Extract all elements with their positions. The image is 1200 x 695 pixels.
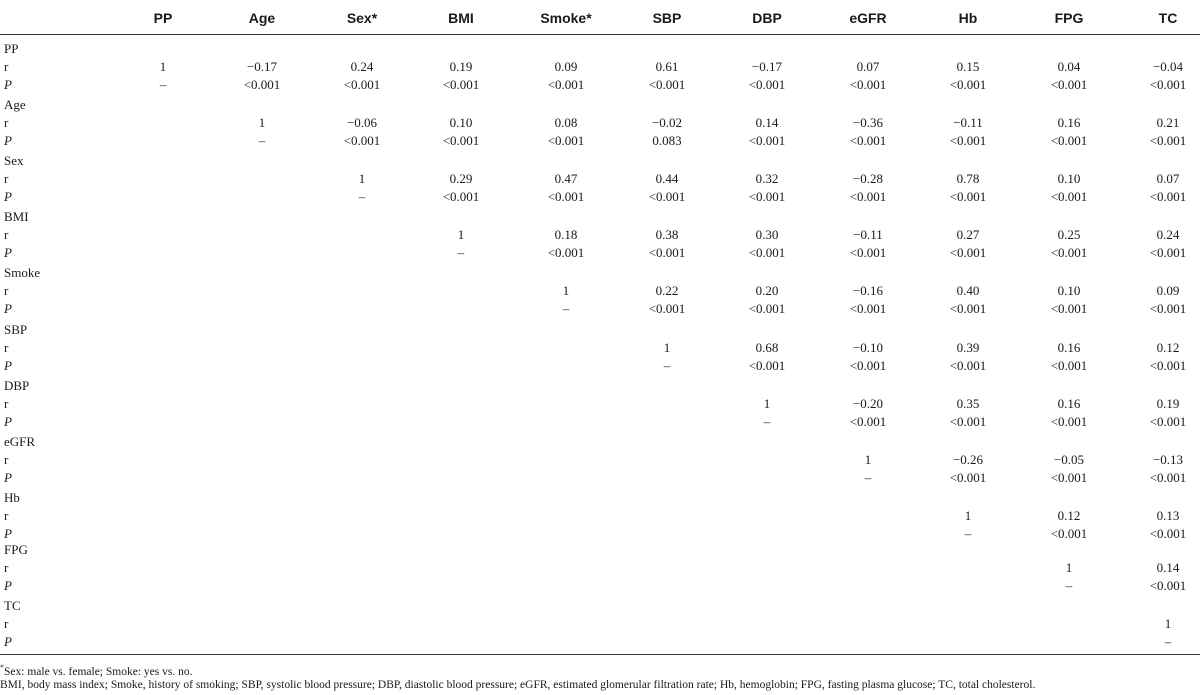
r-value-cell: 1 — [457, 227, 465, 242]
r-value-cell: 0.27 — [956, 227, 980, 242]
r-value-cell: 0.21 — [1156, 115, 1180, 130]
r-value-cell: 0.15 — [956, 59, 980, 74]
p-value-cell: <0.001 — [1050, 77, 1088, 92]
r-value-cell: −0.20 — [852, 396, 884, 411]
p-value-cell: <0.001 — [849, 245, 887, 260]
p-value-cell: <0.001 — [1050, 301, 1088, 316]
r-value-cell: 0.16 — [1057, 340, 1081, 355]
r-value-cell: 0.47 — [554, 171, 578, 186]
p-value-cell: <0.001 — [442, 77, 480, 92]
stat-label-p: P — [4, 578, 12, 593]
p-value-cell: <0.001 — [442, 133, 480, 148]
r-value-cell: 0.18 — [554, 227, 578, 242]
p-value-cell: <0.001 — [949, 245, 987, 260]
r-value-cell: 0.19 — [1156, 396, 1180, 411]
r-value-cell: 0.16 — [1057, 115, 1081, 130]
p-value-cell: <0.001 — [1149, 578, 1187, 593]
footnote-sex-smoke-text: Sex: male vs. female; Smoke: yes vs. no. — [4, 665, 193, 678]
p-value-cell: <0.001 — [1149, 414, 1187, 429]
stat-label-p: P — [4, 358, 12, 373]
r-value-cell: 1 — [763, 396, 771, 411]
p-value-cell: <0.001 — [849, 301, 887, 316]
r-value-cell: −0.10 — [852, 340, 884, 355]
r-value-cell: 0.12 — [1057, 508, 1081, 523]
stat-label-p: P — [4, 470, 12, 485]
r-value-cell: 0.24 — [350, 59, 374, 74]
r-value-cell: 0.12 — [1156, 340, 1180, 355]
row-label-sbp: SBP — [4, 322, 28, 337]
r-value-cell: 0.78 — [956, 171, 980, 186]
r-value-cell: 1 — [358, 171, 366, 186]
p-value-cell: <0.001 — [243, 77, 281, 92]
r-value-cell: 0.22 — [655, 283, 679, 298]
r-value-cell: −0.05 — [1053, 452, 1085, 467]
p-value-cell: <0.001 — [1050, 245, 1088, 260]
p-value-cell: <0.001 — [547, 189, 585, 204]
stat-label-r: r — [4, 396, 9, 411]
column-header-fpg: FPG — [1054, 10, 1084, 26]
p-value-cell: <0.001 — [1149, 77, 1187, 92]
p-value-cell: <0.001 — [949, 133, 987, 148]
stat-label-p: P — [4, 77, 12, 92]
p-value-cell: <0.001 — [1050, 189, 1088, 204]
p-value-cell: <0.001 — [547, 77, 585, 92]
r-value-cell: 0.07 — [1156, 171, 1180, 186]
r-value-cell: −0.16 — [852, 283, 884, 298]
stat-label-r: r — [4, 560, 9, 575]
stat-label-r: r — [4, 340, 9, 355]
r-value-cell: 0.08 — [554, 115, 578, 130]
r-value-cell: −0.04 — [1152, 59, 1184, 74]
r-value-cell: −0.11 — [853, 227, 883, 242]
stat-label-p: P — [4, 634, 12, 649]
row-label-hb: Hb — [4, 490, 20, 505]
r-value-cell: 0.09 — [1156, 283, 1180, 298]
r-value-cell: 0.29 — [449, 171, 473, 186]
r-value-cell: 0.20 — [755, 283, 779, 298]
row-label-tc: TC — [4, 598, 21, 613]
r-value-cell: 1 — [1164, 616, 1172, 631]
p-value-cell: <0.001 — [547, 133, 585, 148]
column-header-tc: TC — [1158, 10, 1178, 26]
r-value-cell: 0.14 — [1156, 560, 1180, 575]
footnote-marker: * — [0, 663, 4, 672]
p-value-cell: <0.001 — [1149, 358, 1187, 373]
p-value-cell: <0.001 — [748, 358, 786, 373]
p-value-cell: <0.001 — [343, 77, 381, 92]
stat-label-p: P — [4, 301, 12, 316]
stat-label-p: P — [4, 189, 12, 204]
row-label-bmi: BMI — [4, 209, 29, 224]
p-value-cell: <0.001 — [849, 77, 887, 92]
p-value-cell: <0.001 — [849, 189, 887, 204]
p-value-cell: <0.001 — [442, 189, 480, 204]
p-value-cell: 0.083 — [652, 133, 682, 148]
row-label-dbp: DBP — [4, 378, 30, 393]
p-value-cell: – — [663, 358, 671, 373]
column-header-bmi: BMI — [448, 10, 474, 26]
p-value-cell: <0.001 — [648, 189, 686, 204]
r-value-cell: 0.14 — [755, 115, 779, 130]
p-value-cell: <0.001 — [949, 301, 987, 316]
p-value-cell: <0.001 — [1050, 526, 1088, 541]
r-value-cell: 1 — [562, 283, 570, 298]
p-value-cell: – — [258, 133, 266, 148]
r-value-cell: −0.11 — [953, 115, 983, 130]
p-value-cell: <0.001 — [648, 77, 686, 92]
footnote-abbreviations-text: BMI, body mass index; Smoke, history of smoking; SBP, systolic blood pressure; DBP, diastolic blood pressure; eGFR, estimated glomerular filtration rate; Hb, hemoglobin; FPG, fasting plasma glucose; TC, total cholesterol. — [0, 679, 1036, 691]
r-value-cell: 0.68 — [755, 340, 779, 355]
r-value-cell: 1 — [1065, 560, 1073, 575]
column-header-pp: PP — [153, 10, 173, 26]
stat-label-r: r — [4, 452, 9, 467]
stat-label-p: P — [4, 414, 12, 429]
p-value-cell: <0.001 — [1050, 358, 1088, 373]
r-value-cell: 0.44 — [655, 171, 679, 186]
r-value-cell: 0.19 — [449, 59, 473, 74]
p-value-cell: <0.001 — [648, 301, 686, 316]
p-value-cell: – — [964, 526, 972, 541]
p-value-cell: <0.001 — [1149, 245, 1187, 260]
r-value-cell: 0.25 — [1057, 227, 1081, 242]
p-value-cell: <0.001 — [1149, 301, 1187, 316]
stat-label-p: P — [4, 133, 12, 148]
p-value-cell: <0.001 — [949, 470, 987, 485]
p-value-cell: <0.001 — [748, 301, 786, 316]
row-label-fpg: FPG — [4, 542, 28, 557]
row-label-pp: PP — [4, 41, 19, 56]
p-value-cell: – — [562, 301, 570, 316]
r-value-cell: 0.09 — [554, 59, 578, 74]
row-label-smoke: Smoke — [4, 265, 41, 280]
r-value-cell: 0.04 — [1057, 59, 1081, 74]
r-value-cell: 1 — [864, 452, 872, 467]
p-value-cell: <0.001 — [849, 358, 887, 373]
p-value-cell: <0.001 — [1050, 414, 1088, 429]
p-value-cell: <0.001 — [849, 414, 887, 429]
p-value-cell: <0.001 — [949, 414, 987, 429]
r-value-cell: −0.02 — [651, 115, 683, 130]
p-value-cell: <0.001 — [949, 189, 987, 204]
r-value-cell: −0.36 — [852, 115, 884, 130]
p-value-cell: <0.001 — [748, 189, 786, 204]
p-value-cell: – — [457, 245, 465, 260]
p-value-cell: <0.001 — [547, 245, 585, 260]
r-value-cell: 1 — [258, 115, 266, 130]
stat-label-r: r — [4, 508, 9, 523]
stat-label-r: r — [4, 283, 9, 298]
r-value-cell: 0.30 — [755, 227, 779, 242]
r-value-cell: −0.26 — [952, 452, 984, 467]
p-value-cell: <0.001 — [1149, 189, 1187, 204]
p-value-cell: – — [358, 189, 366, 204]
r-value-cell: 0.10 — [1057, 283, 1081, 298]
p-value-cell: – — [1065, 578, 1073, 593]
stat-label-r: r — [4, 171, 9, 186]
top-rule — [0, 34, 1200, 35]
row-label-age: Age — [4, 97, 26, 112]
p-value-cell: <0.001 — [748, 77, 786, 92]
r-value-cell: −0.17 — [751, 59, 783, 74]
p-value-cell: <0.001 — [648, 245, 686, 260]
p-value-cell: – — [864, 470, 872, 485]
r-value-cell: −0.28 — [852, 171, 884, 186]
p-value-cell: <0.001 — [949, 77, 987, 92]
p-value-cell: <0.001 — [1050, 470, 1088, 485]
r-value-cell: 1 — [964, 508, 972, 523]
stat-label-r: r — [4, 59, 9, 74]
stat-label-r: r — [4, 616, 9, 631]
r-value-cell: −0.17 — [246, 59, 278, 74]
column-header-age: Age — [248, 10, 276, 26]
p-value-cell: – — [763, 414, 771, 429]
column-header-smoke: Smoke* — [540, 10, 592, 26]
p-value-cell: <0.001 — [949, 358, 987, 373]
bottom-rule — [0, 654, 1200, 655]
p-value-cell: <0.001 — [343, 133, 381, 148]
stat-label-r: r — [4, 227, 9, 242]
p-value-cell: <0.001 — [1050, 133, 1088, 148]
r-value-cell: 0.38 — [655, 227, 679, 242]
p-value-cell: – — [1164, 634, 1172, 649]
r-value-cell: 0.61 — [655, 59, 679, 74]
row-label-egfr: eGFR — [4, 434, 36, 449]
stat-label-p: P — [4, 245, 12, 260]
column-header-hb: Hb — [958, 10, 978, 26]
p-value-cell: <0.001 — [849, 133, 887, 148]
p-value-cell: – — [159, 77, 167, 92]
r-value-cell: −0.06 — [346, 115, 378, 130]
r-value-cell: 1 — [663, 340, 671, 355]
p-value-cell: <0.001 — [1149, 133, 1187, 148]
r-value-cell: 0.13 — [1156, 508, 1180, 523]
r-value-cell: 0.07 — [856, 59, 880, 74]
stat-label-r: r — [4, 115, 9, 130]
column-header-egfr: eGFR — [849, 10, 887, 26]
r-value-cell: 0.39 — [956, 340, 980, 355]
r-value-cell: 0.24 — [1156, 227, 1180, 242]
r-value-cell: −0.13 — [1152, 452, 1184, 467]
r-value-cell: 0.16 — [1057, 396, 1081, 411]
column-header-sex: Sex* — [346, 10, 378, 26]
r-value-cell: 0.10 — [1057, 171, 1081, 186]
row-label-sex: Sex — [4, 153, 24, 168]
r-value-cell: 0.10 — [449, 115, 473, 130]
column-header-dbp: DBP — [752, 10, 782, 26]
r-value-cell: 0.35 — [956, 396, 980, 411]
r-value-cell: 0.32 — [755, 171, 779, 186]
p-value-cell: <0.001 — [748, 133, 786, 148]
column-header-sbp: SBP — [652, 10, 682, 26]
footnote-abbreviations — [0, 677, 1035, 693]
p-value-cell: <0.001 — [748, 245, 786, 260]
p-value-cell: <0.001 — [1149, 526, 1187, 541]
r-value-cell: 1 — [159, 59, 167, 74]
stat-label-p: P — [4, 526, 12, 541]
p-value-cell: <0.001 — [1149, 470, 1187, 485]
r-value-cell: 0.40 — [956, 283, 980, 298]
